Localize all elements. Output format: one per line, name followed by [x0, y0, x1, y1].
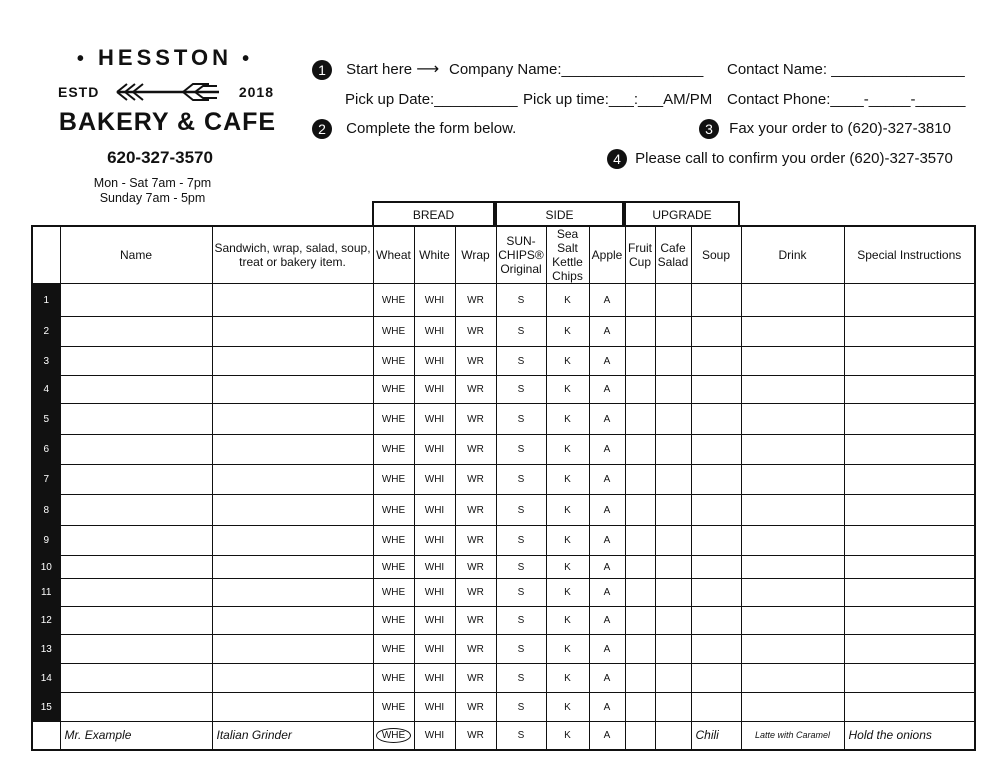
fruit-cup-cell[interactable]: [625, 495, 655, 526]
row-number: 12: [32, 607, 60, 635]
order-row: [32, 404, 975, 435]
white-option[interactable]: WHI: [414, 317, 455, 347]
step-3-text: Fax your order to (620)-327-3810: [729, 119, 951, 137]
fruit-cup-cell[interactable]: [625, 435, 655, 465]
apple-option[interactable]: A: [589, 404, 625, 435]
name-cell[interactable]: [60, 556, 212, 579]
apple-option[interactable]: A: [589, 635, 625, 664]
sunchips-option[interactable]: S: [496, 465, 546, 495]
cafe-salad-cell[interactable]: [655, 404, 691, 435]
kettle-option[interactable]: K: [546, 664, 589, 693]
logo-estd-row: [58, 80, 278, 106]
item-cell[interactable]: [212, 693, 373, 722]
example-row: [32, 722, 975, 750]
drink-cell[interactable]: [741, 376, 844, 404]
special-cell[interactable]: [844, 404, 975, 435]
order-rows: [32, 284, 975, 722]
example-wrap: WR: [455, 722, 496, 750]
step-number: 1: [312, 60, 332, 80]
wrap-option[interactable]: WR: [455, 526, 496, 556]
drink-cell[interactable]: [741, 579, 844, 607]
apple-option[interactable]: A: [589, 664, 625, 693]
step-number: 4: [607, 149, 627, 169]
col-number: [32, 226, 60, 284]
item-cell[interactable]: [212, 465, 373, 495]
apple-option[interactable]: A: [589, 579, 625, 607]
soup-cell[interactable]: [691, 664, 741, 693]
item-cell[interactable]: [212, 526, 373, 556]
logo-estd: ESTD: [58, 84, 100, 100]
cafe-salad-cell[interactable]: [655, 495, 691, 526]
name-cell[interactable]: [60, 693, 212, 722]
example-wheat: [373, 722, 414, 750]
wheat-icon: [113, 80, 223, 104]
row-number: 9: [32, 526, 60, 556]
kettle-option[interactable]: K: [546, 526, 589, 556]
fruit-cup-cell[interactable]: [625, 526, 655, 556]
kettle-option[interactable]: K: [546, 284, 589, 317]
name-cell[interactable]: [60, 284, 212, 317]
drink-cell[interactable]: [741, 404, 844, 435]
kettle-option[interactable]: K: [546, 347, 589, 376]
fruit-cup-cell[interactable]: [625, 347, 655, 376]
kettle-option[interactable]: K: [546, 376, 589, 404]
name-cell[interactable]: [60, 347, 212, 376]
apple-option[interactable]: A: [589, 495, 625, 526]
kettle-option[interactable]: K: [546, 317, 589, 347]
order-row: [32, 556, 975, 579]
kettle-option[interactable]: K: [546, 404, 589, 435]
col-white: White: [414, 226, 455, 284]
step-1: [312, 59, 439, 80]
drink-cell[interactable]: [741, 556, 844, 579]
step-2-text: Complete the form below.: [346, 119, 517, 137]
apple-option[interactable]: A: [589, 317, 625, 347]
example-item: Italian Grinder: [212, 722, 373, 750]
cafe-salad-cell[interactable]: [655, 465, 691, 495]
cafe-salad-cell[interactable]: [655, 607, 691, 635]
wrap-option[interactable]: WR: [455, 664, 496, 693]
group-side: SIDE: [495, 201, 624, 225]
wrap-option[interactable]: WR: [455, 607, 496, 635]
soup-cell[interactable]: [691, 579, 741, 607]
order-row: [32, 495, 975, 526]
name-cell[interactable]: [60, 635, 212, 664]
item-cell[interactable]: [212, 664, 373, 693]
kettle-option[interactable]: K: [546, 435, 589, 465]
drink-cell[interactable]: [741, 284, 844, 317]
wrap-option[interactable]: WR: [455, 693, 496, 722]
fruit-cup-cell[interactable]: [625, 376, 655, 404]
logo-year: 2018: [238, 84, 274, 100]
white-option[interactable]: WHI: [414, 526, 455, 556]
name-cell[interactable]: [60, 317, 212, 347]
order-table: [31, 225, 976, 751]
fruit-cup-cell[interactable]: [625, 284, 655, 317]
soup-cell[interactable]: [691, 435, 741, 465]
name-cell[interactable]: [60, 526, 212, 556]
name-cell[interactable]: [60, 664, 212, 693]
col-drink: Drink: [741, 226, 844, 284]
special-cell[interactable]: [844, 465, 975, 495]
col-cafesalad: Cafe Salad: [655, 226, 691, 284]
drink-cell[interactable]: [741, 435, 844, 465]
hours-weekday: Mon - Sat 7am - 7pm: [93, 176, 212, 190]
white-option[interactable]: WHI: [414, 465, 455, 495]
sunchips-option[interactable]: S: [496, 495, 546, 526]
col-soup: Soup: [691, 226, 741, 284]
soup-cell[interactable]: [691, 607, 741, 635]
wheat-option[interactable]: WHE: [373, 664, 414, 693]
step-1-text: Start here: [346, 61, 413, 78]
fruit-cup-cell[interactable]: [625, 607, 655, 635]
white-option[interactable]: WHI: [414, 376, 455, 404]
soup-cell[interactable]: [691, 465, 741, 495]
cafe-salad-cell[interactable]: [655, 435, 691, 465]
sunchips-option[interactable]: S: [496, 376, 546, 404]
wrap-option[interactable]: WR: [455, 347, 496, 376]
row-number: 7: [32, 465, 60, 495]
wrap-option[interactable]: WR: [455, 495, 496, 526]
white-option[interactable]: WHI: [414, 284, 455, 317]
wrap-option[interactable]: WR: [455, 635, 496, 664]
kettle-option[interactable]: K: [546, 579, 589, 607]
fruit-cup-cell[interactable]: [625, 579, 655, 607]
name-cell[interactable]: [60, 404, 212, 435]
row-number: 10: [32, 556, 60, 579]
item-cell[interactable]: [212, 607, 373, 635]
cafe-salad-cell[interactable]: [655, 284, 691, 317]
group-bread: BREAD: [372, 201, 495, 225]
cafe-salad-cell[interactable]: [655, 526, 691, 556]
example-white: WHI: [414, 722, 455, 750]
special-cell[interactable]: [844, 526, 975, 556]
sunchips-option[interactable]: S: [496, 284, 546, 317]
white-option[interactable]: WHI: [414, 693, 455, 722]
item-cell[interactable]: [212, 376, 373, 404]
apple-option[interactable]: A: [589, 693, 625, 722]
row-number: 15: [32, 693, 60, 722]
wrap-option[interactable]: WR: [455, 404, 496, 435]
circled-selection: WHE: [376, 728, 411, 743]
special-cell[interactable]: [844, 607, 975, 635]
example-fruit: [625, 722, 655, 750]
col-sunchips: SUN-CHIPS® Original: [496, 226, 546, 284]
fruit-cup-cell[interactable]: [625, 556, 655, 579]
wheat-option[interactable]: WHE: [373, 404, 414, 435]
apple-option[interactable]: A: [589, 607, 625, 635]
wheat-option[interactable]: WHE: [373, 579, 414, 607]
sunchips-option[interactable]: S: [496, 607, 546, 635]
step-4-text: Please call to confirm you order (620)-327-3570: [635, 149, 953, 167]
contact-name-field[interactable]: Contact Name: ________________: [727, 61, 965, 78]
apple-option[interactable]: A: [589, 435, 625, 465]
col-fruit: Fruit Cup: [625, 226, 655, 284]
example-apple: A: [589, 722, 625, 750]
sunchips-option[interactable]: S: [496, 664, 546, 693]
white-option[interactable]: WHI: [414, 635, 455, 664]
order-row: [32, 284, 975, 317]
sunchips-option[interactable]: S: [496, 435, 546, 465]
col-apple: Apple: [589, 226, 625, 284]
drink-cell[interactable]: [741, 465, 844, 495]
sunchips-option[interactable]: S: [496, 635, 546, 664]
company-name-field[interactable]: Company Name:_________________: [449, 61, 704, 78]
step-4: [607, 149, 953, 169]
cafe-salad-cell[interactable]: [655, 635, 691, 664]
drink-cell[interactable]: [741, 664, 844, 693]
logo-subtitle: BAKERY & CAFE: [58, 108, 277, 136]
order-row: [32, 317, 975, 347]
wheat-option[interactable]: WHE: [373, 495, 414, 526]
item-cell[interactable]: [212, 317, 373, 347]
special-cell[interactable]: [844, 435, 975, 465]
step-number: 2: [312, 119, 332, 139]
hours-sunday: Sunday 7am - 5pm: [99, 191, 206, 205]
drink-cell[interactable]: [741, 607, 844, 635]
example-cafesalad: [655, 722, 691, 750]
fruit-cup-cell[interactable]: [625, 465, 655, 495]
arrow-right-icon: ⟶: [416, 61, 440, 78]
item-cell[interactable]: [212, 347, 373, 376]
name-cell[interactable]: [60, 607, 212, 635]
name-cell[interactable]: [60, 435, 212, 465]
example-special: Hold the onions: [844, 722, 975, 750]
wrap-option[interactable]: WR: [455, 465, 496, 495]
drink-cell[interactable]: [741, 347, 844, 376]
pickup-time-field[interactable]: Pick up time:___:___AM/PM: [523, 91, 713, 108]
step-number: 3: [699, 119, 719, 139]
order-row: [32, 435, 975, 465]
row-number: 14: [32, 664, 60, 693]
white-option[interactable]: WHI: [414, 664, 455, 693]
sunchips-option[interactable]: S: [496, 526, 546, 556]
step-2: [312, 119, 516, 139]
cafe-salad-cell[interactable]: [655, 693, 691, 722]
special-cell[interactable]: [844, 376, 975, 404]
col-kettle: Sea Salt Kettle Chips: [546, 226, 589, 284]
drink-cell[interactable]: [741, 693, 844, 722]
group-upgrade: UPGRADE: [624, 201, 740, 225]
order-row: [32, 607, 975, 635]
sunchips-option[interactable]: S: [496, 556, 546, 579]
wheat-option[interactable]: WHE: [373, 693, 414, 722]
wheat-option[interactable]: WHE: [373, 607, 414, 635]
special-cell[interactable]: [844, 317, 975, 347]
apple-option[interactable]: A: [589, 465, 625, 495]
fruit-cup-cell[interactable]: [625, 635, 655, 664]
opening-hours: [60, 176, 245, 206]
kettle-option[interactable]: K: [546, 693, 589, 722]
soup-cell[interactable]: [691, 347, 741, 376]
row-number: 2: [32, 317, 60, 347]
drink-cell[interactable]: [741, 635, 844, 664]
white-option[interactable]: WHI: [414, 347, 455, 376]
row-number: 6: [32, 435, 60, 465]
row-number: 4: [32, 376, 60, 404]
wrap-option[interactable]: WR: [455, 556, 496, 579]
soup-cell[interactable]: [691, 693, 741, 722]
sunchips-option[interactable]: S: [496, 579, 546, 607]
order-row: [32, 579, 975, 607]
soup-cell[interactable]: [691, 376, 741, 404]
sunchips-option[interactable]: S: [496, 347, 546, 376]
col-wheat: Wheat: [373, 226, 414, 284]
dot-icon: •: [76, 48, 88, 70]
item-cell[interactable]: [212, 435, 373, 465]
order-row: [32, 465, 975, 495]
special-cell[interactable]: [844, 693, 975, 722]
item-cell[interactable]: [212, 556, 373, 579]
drink-cell[interactable]: [741, 317, 844, 347]
example-sunchips: S: [496, 722, 546, 750]
special-cell[interactable]: [844, 579, 975, 607]
row-number: 11: [32, 579, 60, 607]
soup-cell[interactable]: [691, 526, 741, 556]
example-drink: Latte with Caramel: [741, 722, 844, 750]
dot-icon: •: [242, 48, 254, 70]
wrap-option[interactable]: WR: [455, 579, 496, 607]
soup-cell[interactable]: [691, 556, 741, 579]
item-cell[interactable]: [212, 635, 373, 664]
name-cell[interactable]: [60, 376, 212, 404]
col-item: Sandwich, wrap, salad, soup, treat or bakery item.: [212, 226, 373, 284]
fruit-cup-cell[interactable]: [625, 404, 655, 435]
header-row: [32, 226, 975, 284]
sunchips-option[interactable]: S: [496, 317, 546, 347]
special-cell[interactable]: [844, 347, 975, 376]
col-wrap: Wrap: [455, 226, 496, 284]
wrap-option[interactable]: WR: [455, 284, 496, 317]
kettle-option[interactable]: K: [546, 465, 589, 495]
fruit-cup-cell[interactable]: [625, 317, 655, 347]
soup-cell[interactable]: [691, 284, 741, 317]
white-option[interactable]: WHI: [414, 556, 455, 579]
apple-option[interactable]: A: [589, 526, 625, 556]
row-number: 3: [32, 347, 60, 376]
apple-option[interactable]: A: [589, 556, 625, 579]
kettle-option[interactable]: K: [546, 607, 589, 635]
fruit-cup-cell[interactable]: [625, 664, 655, 693]
row-number: [32, 722, 60, 750]
logo-name-text: HESSTON: [98, 45, 232, 70]
wheat-option[interactable]: WHE: [373, 465, 414, 495]
cafe-salad-cell[interactable]: [655, 376, 691, 404]
order-row: [32, 635, 975, 664]
wheat-option[interactable]: WHE: [373, 317, 414, 347]
row-number: 13: [32, 635, 60, 664]
apple-option[interactable]: A: [589, 284, 625, 317]
cafe-salad-cell[interactable]: [655, 317, 691, 347]
wheat-option[interactable]: WHE: [373, 347, 414, 376]
wheat-option[interactable]: WHE: [373, 526, 414, 556]
item-cell[interactable]: [212, 579, 373, 607]
apple-option[interactable]: A: [589, 376, 625, 404]
sunchips-option[interactable]: S: [496, 693, 546, 722]
phone-number: 620-327-3570: [107, 148, 213, 167]
wheat-option[interactable]: WHE: [373, 376, 414, 404]
soup-cell[interactable]: [691, 635, 741, 664]
cafe-salad-cell[interactable]: [655, 579, 691, 607]
special-cell[interactable]: [844, 284, 975, 317]
fruit-cup-cell[interactable]: [625, 693, 655, 722]
white-option[interactable]: WHI: [414, 435, 455, 465]
white-option[interactable]: WHI: [414, 404, 455, 435]
white-option[interactable]: WHI: [414, 495, 455, 526]
item-cell[interactable]: [212, 495, 373, 526]
cafe-salad-cell[interactable]: [655, 556, 691, 579]
wrap-option[interactable]: WR: [455, 376, 496, 404]
example-name: Mr. Example: [60, 722, 212, 750]
order-row: [32, 664, 975, 693]
wheat-option[interactable]: WHE: [373, 435, 414, 465]
kettle-option[interactable]: K: [546, 635, 589, 664]
special-cell[interactable]: [844, 664, 975, 693]
order-row: [32, 693, 975, 722]
col-name: Name: [60, 226, 212, 284]
name-cell[interactable]: [60, 495, 212, 526]
contact-phone-field[interactable]: Contact Phone:____-_____-______: [727, 91, 966, 108]
soup-cell[interactable]: [691, 317, 741, 347]
item-cell[interactable]: [212, 284, 373, 317]
drink-cell[interactable]: [741, 495, 844, 526]
kettle-option[interactable]: K: [546, 495, 589, 526]
name-cell[interactable]: [60, 465, 212, 495]
special-cell[interactable]: [844, 495, 975, 526]
example-soup: Chili: [691, 722, 741, 750]
name-cell[interactable]: [60, 579, 212, 607]
order-row: [32, 526, 975, 556]
col-special: Special Instructions: [844, 226, 975, 284]
soup-cell[interactable]: [691, 495, 741, 526]
sunchips-option[interactable]: S: [496, 404, 546, 435]
drink-cell[interactable]: [741, 526, 844, 556]
cafe-salad-cell[interactable]: [655, 347, 691, 376]
wrap-option[interactable]: WR: [455, 435, 496, 465]
wheat-option[interactable]: WHE: [373, 635, 414, 664]
item-cell[interactable]: [212, 404, 373, 435]
row-number: 1: [32, 284, 60, 317]
order-row: [32, 347, 975, 376]
cafe-salad-cell[interactable]: [655, 664, 691, 693]
pickup-date-field[interactable]: Pick up Date:__________: [345, 91, 518, 108]
row-number: 5: [32, 404, 60, 435]
example-kettle: K: [546, 722, 589, 750]
step-3: [699, 119, 951, 139]
wrap-option[interactable]: WR: [455, 317, 496, 347]
white-option[interactable]: WHI: [414, 579, 455, 607]
special-cell[interactable]: [844, 635, 975, 664]
wheat-option[interactable]: WHE: [373, 556, 414, 579]
logo-name: [75, 45, 255, 71]
white-option[interactable]: WHI: [414, 607, 455, 635]
kettle-option[interactable]: K: [546, 556, 589, 579]
order-row: [32, 376, 975, 404]
special-cell[interactable]: [844, 556, 975, 579]
wheat-option[interactable]: WHE: [373, 284, 414, 317]
apple-option[interactable]: A: [589, 347, 625, 376]
row-number: 8: [32, 495, 60, 526]
soup-cell[interactable]: [691, 404, 741, 435]
